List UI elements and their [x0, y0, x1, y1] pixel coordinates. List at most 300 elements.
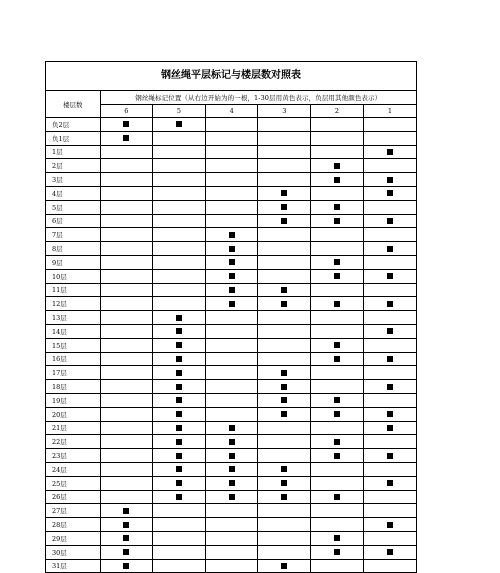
floor-label: 9层	[46, 255, 100, 269]
mark-cell	[258, 159, 311, 173]
mark-cell	[205, 145, 258, 159]
floor-label: 20层	[46, 407, 100, 421]
mark-cell	[311, 324, 364, 338]
mark-cell	[100, 449, 153, 463]
floor-label: 13层	[46, 311, 100, 325]
mark-cell	[363, 200, 416, 214]
mark-cell	[153, 131, 206, 145]
column-number-header: 2	[311, 105, 364, 118]
mark-cell	[205, 352, 258, 366]
mark-cell	[153, 490, 206, 504]
mark-cell	[258, 504, 311, 518]
square-mark-icon	[334, 204, 340, 210]
mark-cell	[100, 518, 153, 532]
mark-cell	[258, 476, 311, 490]
table-row	[46, 421, 416, 435]
square-mark-icon	[176, 397, 182, 403]
mark-cell	[100, 255, 153, 269]
square-mark-icon	[176, 425, 182, 431]
square-mark-icon	[281, 480, 287, 486]
mark-cell	[258, 393, 311, 407]
table-row	[46, 200, 416, 214]
square-mark-icon	[334, 397, 340, 403]
mark-cell	[363, 186, 416, 200]
mark-cell	[311, 173, 364, 187]
mark-cell	[311, 380, 364, 394]
mark-cell	[363, 518, 416, 532]
floor-label: 12层	[46, 297, 100, 311]
square-mark-icon	[123, 121, 129, 127]
mark-cell	[100, 228, 153, 242]
mark-cell	[205, 435, 258, 449]
mark-cell	[153, 242, 206, 256]
floor-label: 8层	[46, 242, 100, 256]
square-mark-icon	[387, 273, 393, 279]
square-mark-icon	[281, 494, 287, 500]
mark-cell	[258, 214, 311, 228]
square-mark-icon	[387, 453, 393, 459]
square-mark-icon	[334, 163, 340, 169]
mark-cell	[100, 145, 153, 159]
square-mark-icon	[387, 384, 393, 390]
mark-cell	[153, 324, 206, 338]
square-mark-icon	[176, 384, 182, 390]
square-mark-icon	[334, 301, 340, 307]
mark-cell	[311, 462, 364, 476]
square-mark-icon	[387, 356, 393, 362]
mark-cell	[258, 518, 311, 532]
mark-cell	[100, 407, 153, 421]
mark-cell	[205, 476, 258, 490]
mark-cell	[205, 186, 258, 200]
square-mark-icon	[176, 453, 182, 459]
floor-label: 19层	[46, 393, 100, 407]
header-row	[46, 91, 416, 105]
table-row	[46, 228, 416, 242]
mark-cell	[153, 228, 206, 242]
table-row	[46, 311, 416, 325]
mark-cell	[363, 145, 416, 159]
floor-label: 4层	[46, 186, 100, 200]
mark-cell	[205, 255, 258, 269]
mark-cell	[153, 297, 206, 311]
table-row	[46, 435, 416, 449]
mark-cell	[363, 242, 416, 256]
square-mark-icon	[281, 204, 287, 210]
square-mark-icon	[387, 177, 393, 183]
mark-cell	[311, 531, 364, 545]
table-row	[46, 118, 416, 132]
square-mark-icon	[334, 273, 340, 279]
mark-cell	[153, 504, 206, 518]
floor-label: 26层	[46, 490, 100, 504]
square-mark-icon	[281, 190, 287, 196]
mark-cell	[100, 173, 153, 187]
mark-cell	[258, 435, 311, 449]
mark-cell	[153, 200, 206, 214]
square-mark-icon	[176, 356, 182, 362]
table-row	[46, 214, 416, 228]
mark-cell	[363, 297, 416, 311]
mark-cell	[363, 380, 416, 394]
square-mark-icon	[229, 439, 235, 445]
table-row	[46, 173, 416, 187]
square-mark-icon	[387, 301, 393, 307]
square-mark-icon	[123, 135, 129, 141]
mark-cell	[311, 118, 364, 132]
square-mark-icon	[229, 246, 235, 252]
mark-cell	[153, 186, 206, 200]
mark-cell	[258, 200, 311, 214]
mark-cell	[311, 393, 364, 407]
mark-cell	[153, 338, 206, 352]
mark-cell	[153, 255, 206, 269]
mark-cell	[311, 214, 364, 228]
square-mark-icon	[176, 411, 182, 417]
mark-cell	[153, 352, 206, 366]
square-mark-icon	[229, 453, 235, 459]
table-row	[46, 255, 416, 269]
mark-cell	[153, 269, 206, 283]
square-mark-icon	[387, 218, 393, 224]
floor-label: 24层	[46, 462, 100, 476]
table-row	[46, 518, 416, 532]
table-title: 钢丝绳平层标记与楼层数对照表	[46, 62, 416, 91]
mark-cell	[205, 131, 258, 145]
square-mark-icon	[229, 494, 235, 500]
mark-position-header: 钢丝绳标记位置（从右边开始为的一根，1-30层用黄色表示，负层用其他颜色表示）	[100, 91, 416, 105]
mark-cell	[363, 255, 416, 269]
square-mark-icon	[281, 301, 287, 307]
mark-cell	[153, 393, 206, 407]
table-row	[46, 504, 416, 518]
mark-cell	[311, 545, 364, 559]
square-mark-icon	[176, 342, 182, 348]
column-number-header: 4	[205, 105, 258, 118]
column-number-header: 6	[100, 105, 153, 118]
mark-cell	[153, 311, 206, 325]
mark-cell	[153, 435, 206, 449]
table-row	[46, 393, 416, 407]
mark-cell	[205, 407, 258, 421]
mark-cell	[258, 407, 311, 421]
mark-cell	[153, 476, 206, 490]
square-mark-icon	[229, 273, 235, 279]
mark-cell	[258, 462, 311, 476]
square-mark-icon	[334, 356, 340, 362]
column-number-header: 1	[363, 105, 416, 118]
table-row	[46, 283, 416, 297]
mark-cell	[258, 559, 311, 573]
mark-cell	[205, 338, 258, 352]
floor-label: 21层	[46, 421, 100, 435]
mark-cell	[100, 311, 153, 325]
mark-cell	[363, 531, 416, 545]
square-mark-icon	[229, 466, 235, 472]
mark-cell	[363, 214, 416, 228]
mark-cell	[205, 159, 258, 173]
mark-cell	[205, 490, 258, 504]
mark-cell	[258, 545, 311, 559]
mark-cell	[205, 462, 258, 476]
square-mark-icon	[334, 218, 340, 224]
square-mark-icon	[281, 370, 287, 376]
mark-cell	[311, 435, 364, 449]
mark-cell	[363, 269, 416, 283]
floor-label: 15层	[46, 338, 100, 352]
square-mark-icon	[123, 508, 129, 514]
square-mark-icon	[334, 342, 340, 348]
column-number-header: 5	[153, 105, 206, 118]
mark-cell	[311, 159, 364, 173]
mark-cell	[153, 173, 206, 187]
square-mark-icon	[176, 480, 182, 486]
floor-label: 14层	[46, 324, 100, 338]
mark-cell	[100, 462, 153, 476]
floor-mark-table-sheet	[45, 61, 417, 573]
floor-label: 1层	[46, 145, 100, 159]
table-row	[46, 352, 416, 366]
mark-cell	[258, 490, 311, 504]
mark-cell	[258, 145, 311, 159]
mark-cell	[205, 214, 258, 228]
mark-cell	[258, 173, 311, 187]
mark-cell	[100, 338, 153, 352]
mark-cell	[363, 159, 416, 173]
floor-label: 28层	[46, 518, 100, 532]
mark-cell	[363, 324, 416, 338]
square-mark-icon	[387, 480, 393, 486]
mark-cell	[205, 269, 258, 283]
mark-cell	[363, 504, 416, 518]
mark-cell	[205, 228, 258, 242]
floor-label: 16层	[46, 352, 100, 366]
mark-cell	[205, 545, 258, 559]
mark-cell	[258, 283, 311, 297]
mark-cell	[311, 131, 364, 145]
mark-cell	[153, 366, 206, 380]
table-row	[46, 186, 416, 200]
table-body	[46, 118, 416, 573]
mark-cell	[100, 214, 153, 228]
table-row	[46, 269, 416, 283]
mark-cell	[205, 421, 258, 435]
mark-cell	[100, 283, 153, 297]
mark-cell	[363, 449, 416, 463]
square-mark-icon	[281, 287, 287, 293]
mark-cell	[100, 504, 153, 518]
mark-cell	[363, 366, 416, 380]
mark-cell	[100, 200, 153, 214]
square-mark-icon	[176, 439, 182, 445]
floor-mark-table	[46, 91, 416, 573]
mark-cell	[205, 559, 258, 573]
mark-cell	[311, 145, 364, 159]
mark-cell	[311, 490, 364, 504]
mark-cell	[363, 173, 416, 187]
mark-cell	[205, 173, 258, 187]
square-mark-icon	[281, 563, 287, 569]
mark-cell	[100, 159, 153, 173]
square-mark-icon	[176, 315, 182, 321]
square-mark-icon	[387, 328, 393, 334]
mark-cell	[258, 338, 311, 352]
mark-cell	[100, 545, 153, 559]
mark-cell	[205, 449, 258, 463]
mark-cell	[258, 131, 311, 145]
mark-cell	[311, 228, 364, 242]
square-mark-icon	[387, 411, 393, 417]
mark-cell	[205, 366, 258, 380]
table-row	[46, 407, 416, 421]
table-row	[46, 490, 416, 504]
mark-cell	[311, 200, 364, 214]
mark-cell	[100, 393, 153, 407]
mark-cell	[311, 352, 364, 366]
mark-cell	[205, 242, 258, 256]
mark-cell	[363, 118, 416, 132]
floor-label: 25层	[46, 476, 100, 490]
mark-cell	[363, 476, 416, 490]
floor-label: 31层	[46, 559, 100, 573]
mark-cell	[205, 504, 258, 518]
square-mark-icon	[387, 522, 393, 528]
mark-cell	[311, 504, 364, 518]
square-mark-icon	[334, 411, 340, 417]
table-row	[46, 159, 416, 173]
mark-cell	[153, 283, 206, 297]
square-mark-icon	[281, 384, 287, 390]
square-mark-icon	[176, 370, 182, 376]
mark-cell	[363, 352, 416, 366]
mark-cell	[100, 242, 153, 256]
square-mark-icon	[334, 453, 340, 459]
mark-cell	[258, 380, 311, 394]
floor-label: 7层	[46, 228, 100, 242]
mark-cell	[258, 324, 311, 338]
mark-cell	[205, 531, 258, 545]
mark-cell	[258, 186, 311, 200]
table-row	[46, 476, 416, 490]
mark-cell	[258, 421, 311, 435]
mark-cell	[363, 490, 416, 504]
mark-cell	[205, 518, 258, 532]
mark-cell	[100, 421, 153, 435]
mark-cell	[153, 518, 206, 532]
mark-cell	[205, 393, 258, 407]
table-row	[46, 242, 416, 256]
mark-cell	[100, 435, 153, 449]
square-mark-icon	[229, 232, 235, 238]
square-mark-icon	[334, 535, 340, 541]
mark-cell	[153, 118, 206, 132]
column-number-row	[46, 105, 416, 118]
mark-cell	[100, 324, 153, 338]
floor-label: 23层	[46, 449, 100, 463]
table-row	[46, 324, 416, 338]
floor-label: 30层	[46, 545, 100, 559]
mark-cell	[258, 531, 311, 545]
square-mark-icon	[387, 149, 393, 155]
square-mark-icon	[123, 535, 129, 541]
square-mark-icon	[387, 246, 393, 252]
square-mark-icon	[176, 328, 182, 334]
mark-cell	[153, 159, 206, 173]
floor-label: 18层	[46, 380, 100, 394]
mark-cell	[205, 324, 258, 338]
square-mark-icon	[334, 549, 340, 555]
mark-cell	[258, 118, 311, 132]
mark-cell	[205, 380, 258, 394]
mark-cell	[153, 380, 206, 394]
mark-cell	[311, 407, 364, 421]
mark-cell	[311, 338, 364, 352]
mark-cell	[311, 476, 364, 490]
mark-cell	[153, 407, 206, 421]
square-mark-icon	[334, 259, 340, 265]
mark-cell	[363, 462, 416, 476]
square-mark-icon	[176, 494, 182, 500]
mark-cell	[363, 311, 416, 325]
table-row	[46, 131, 416, 145]
table-row	[46, 559, 416, 573]
mark-cell	[311, 559, 364, 573]
column-number-header: 3	[258, 105, 311, 118]
mark-cell	[153, 214, 206, 228]
table-row	[46, 338, 416, 352]
mark-cell	[100, 352, 153, 366]
square-mark-icon	[229, 287, 235, 293]
mark-cell	[363, 559, 416, 573]
mark-cell	[363, 421, 416, 435]
square-mark-icon	[176, 121, 182, 127]
mark-cell	[205, 200, 258, 214]
mark-cell	[363, 131, 416, 145]
square-mark-icon	[281, 411, 287, 417]
mark-cell	[205, 118, 258, 132]
mark-cell	[363, 435, 416, 449]
mark-cell	[363, 283, 416, 297]
square-mark-icon	[334, 439, 340, 445]
mark-cell	[311, 297, 364, 311]
mark-cell	[311, 269, 364, 283]
mark-cell	[258, 366, 311, 380]
mark-cell	[100, 531, 153, 545]
floor-label: 负2层	[46, 118, 100, 132]
floor-label: 5层	[46, 200, 100, 214]
floor-label: 22层	[46, 435, 100, 449]
mark-cell	[100, 186, 153, 200]
mark-cell	[363, 407, 416, 421]
mark-cell	[100, 131, 153, 145]
table-row	[46, 449, 416, 463]
table-row	[46, 366, 416, 380]
floor-label: 27层	[46, 504, 100, 518]
mark-cell	[153, 559, 206, 573]
table-row	[46, 380, 416, 394]
square-mark-icon	[229, 480, 235, 486]
mark-cell	[258, 311, 311, 325]
mark-cell	[258, 228, 311, 242]
square-mark-icon	[387, 190, 393, 196]
square-mark-icon	[229, 259, 235, 265]
square-mark-icon	[123, 522, 129, 528]
square-mark-icon	[281, 397, 287, 403]
mark-cell	[363, 545, 416, 559]
square-mark-icon	[281, 466, 287, 472]
mark-cell	[311, 255, 364, 269]
square-mark-icon	[123, 549, 129, 555]
